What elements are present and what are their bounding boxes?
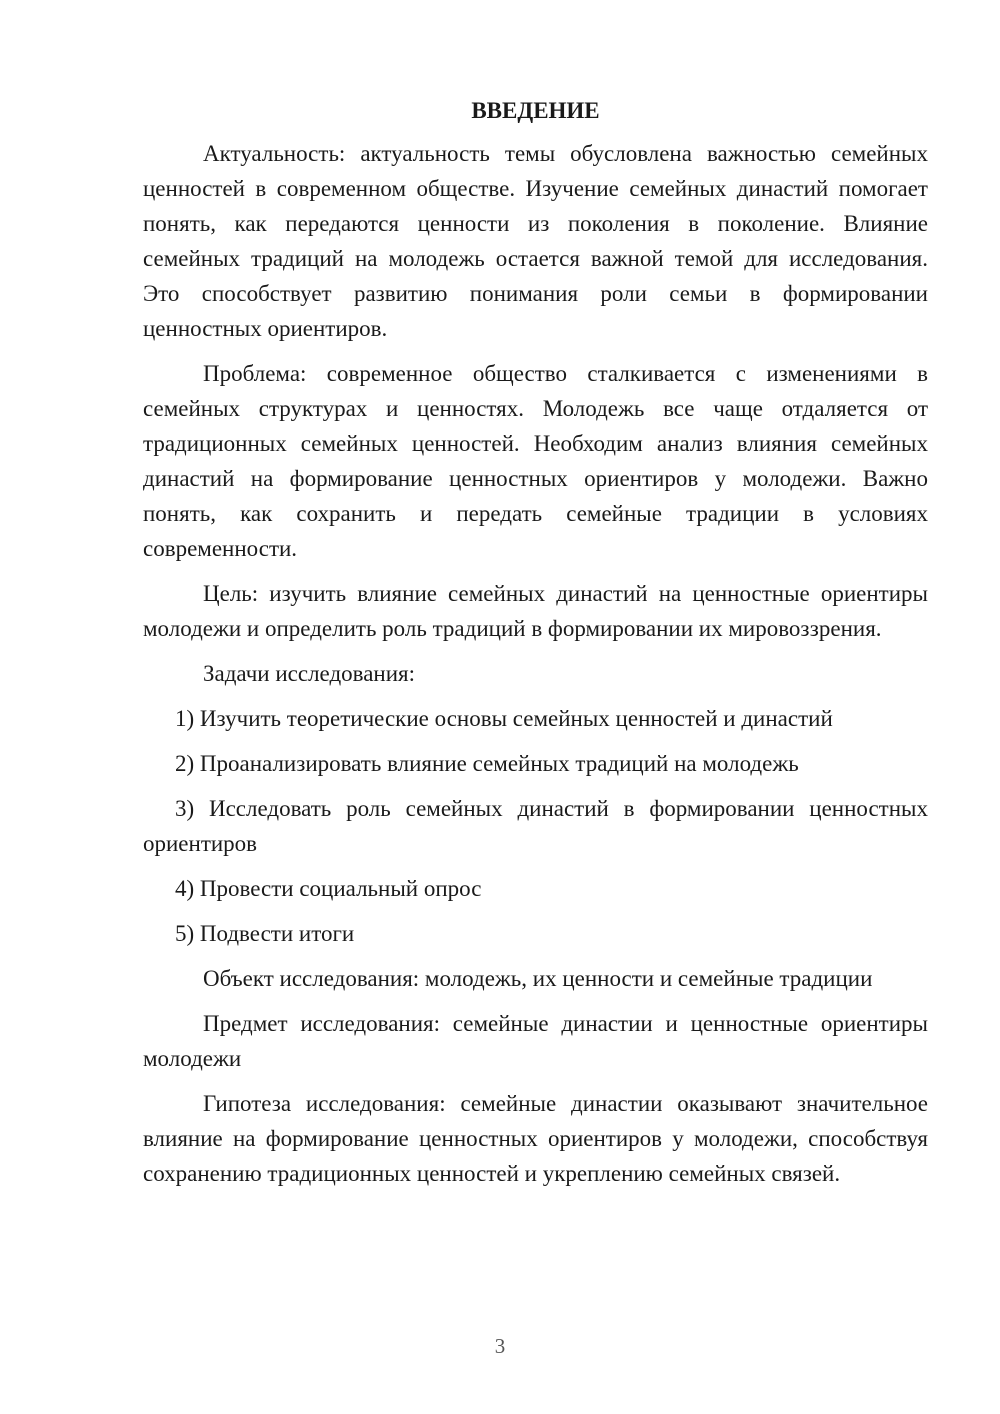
hypothesis-paragraph: Гипотеза исследования: семейные династии оказывают значительное влияние на формирование ценностных ориентиров у молодежи, способствуя сохранению традиционных ценностей и укреплению семейных связей. xyxy=(143,1091,928,1186)
tasks-heading: Задачи исследования: xyxy=(203,661,416,686)
task-item-5: 5) Подвести итоги xyxy=(175,921,355,946)
task-item-4: 4) Провести социальный опрос xyxy=(175,876,482,901)
subject-paragraph: Предмет исследования: семейные династии и ценностные ориентиры молодежи xyxy=(143,1011,928,1071)
relevance-paragraph: Актуальность: актуальность темы обусловлена важностью семейных ценностей в современном обществе. Изучение семейных династий помогает понять, как передаются ценности из поколения в поколение. Влияние семейных традиций на молодежь остается важной темой для исследования. Это способствует развитию понимания роли семьи в формировании ценностных ориентиров. xyxy=(143,141,928,341)
problem-paragraph: Проблема: современное общество сталкивается с изменениями в семейных структурах и ценностях. Молодежь все чаще отдаляется от традиционных семейных ценностей. Необходим анализ влияния семейных династий на формирование ценностных ориентиров у молодежи. Важно понять, как сохранить и передать семейные традиции в условиях современности. xyxy=(143,361,928,561)
task-item-2: 2) Проанализировать влияние семейных традиций на молодежь xyxy=(175,751,799,776)
section-title: ВВЕДЕНИЕ xyxy=(471,98,600,123)
object-paragraph: Объект исследования: молодежь, их ценности и семейные традиции xyxy=(203,966,873,991)
page-number: 3 xyxy=(494,1334,506,1358)
task-item-3: 3) Исследовать роль семейных династий в формировании ценностных ориентиров xyxy=(143,796,928,856)
goal-paragraph: Цель: изучить влияние семейных династий на ценностные ориентиры молодежи и определить роль традиций в формировании их мировоззрения. xyxy=(143,581,928,641)
task-item-1: 1) Изучить теоретические основы семейных ценностей и династий xyxy=(175,706,833,731)
page-body xyxy=(143,96,928,1201)
